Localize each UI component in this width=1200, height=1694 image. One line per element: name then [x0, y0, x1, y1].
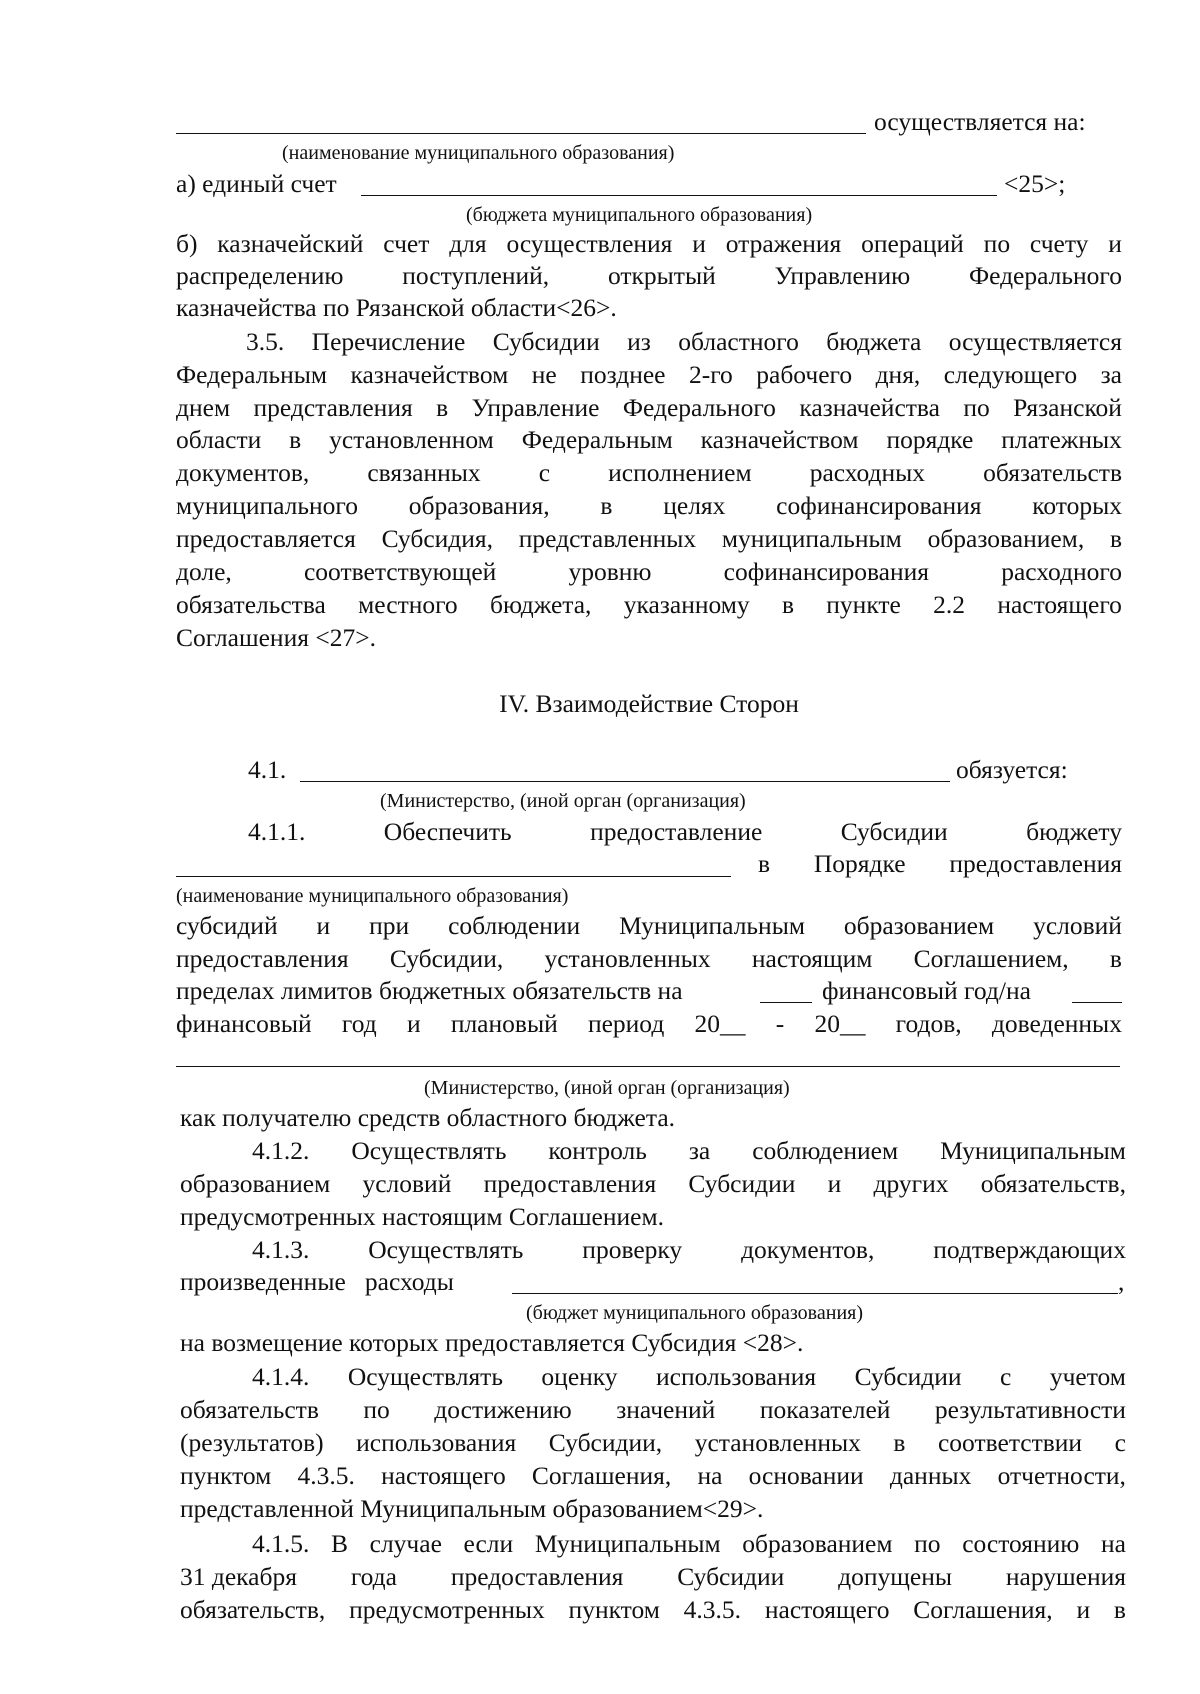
justified-line	[176, 424, 1122, 456]
word: за	[1100, 360, 1122, 389]
budget-blank-line	[512, 1293, 1118, 1294]
word: счету	[1029, 229, 1089, 258]
word: финансовый	[176, 1009, 312, 1038]
word: учетом	[1049, 1362, 1126, 1391]
word: 4.1.3.	[252, 1235, 310, 1264]
word: Субсидии,	[548, 1428, 663, 1457]
ministry-blank-line	[176, 1066, 1120, 1067]
word: год	[341, 1009, 377, 1038]
text-line: пределах лимитов бюджетных обязательств на	[176, 976, 683, 1005]
text-line: казначейства по Рязанской области<26>.	[176, 293, 617, 322]
word: операций	[861, 229, 964, 258]
field-caption: (наименование муниципального образования)	[282, 142, 675, 164]
word: Управлению	[774, 261, 911, 290]
word: соответствующей	[303, 557, 497, 586]
justified-line	[248, 816, 1122, 848]
word: расходных	[809, 458, 926, 487]
text-line: а) единый счет	[176, 169, 337, 198]
word: предоставления	[176, 944, 349, 973]
word: настоящего	[381, 1461, 506, 1490]
word: из	[627, 327, 651, 356]
text-line: обязуется:	[956, 755, 1068, 784]
word: период	[587, 1009, 665, 1038]
word: бюджету	[1026, 817, 1122, 846]
word: доведенных	[991, 1009, 1122, 1038]
word: пунктом	[568, 1595, 660, 1624]
justified-line	[180, 1168, 1126, 1200]
word: Соглашением,	[913, 944, 1069, 973]
word: по	[363, 1395, 390, 1424]
word: на	[1100, 1529, 1126, 1558]
word: 4.1.4.	[252, 1362, 310, 1391]
justified-line	[176, 457, 1122, 489]
word: представления	[253, 393, 413, 422]
municipality-blank-line	[176, 876, 731, 877]
text-line: представленной Муниципальным образованием<29>.	[180, 1494, 764, 1523]
word: плановый	[450, 1009, 558, 1038]
word: установленном	[329, 425, 494, 454]
justified-line	[180, 1561, 1126, 1593]
word: б)	[176, 229, 198, 258]
word: местного	[358, 590, 458, 619]
word: условий	[1033, 911, 1122, 940]
word: контроль	[548, 1136, 647, 1165]
text-line: 4.1.	[248, 755, 287, 784]
word: целях	[663, 491, 726, 520]
word: связанных	[367, 458, 481, 487]
justified-line	[176, 490, 1122, 522]
word: Субсидии	[854, 1362, 962, 1391]
word: значений	[616, 1395, 716, 1424]
word: для	[449, 229, 487, 258]
justified-line	[252, 1135, 1126, 1167]
word: предоставления	[450, 1562, 624, 1591]
word: софинансирования	[723, 557, 930, 586]
word: установленных	[694, 1428, 861, 1457]
word: настоящего	[764, 1595, 890, 1624]
justified-line	[180, 1594, 1126, 1626]
word: Обеспечить	[383, 817, 512, 846]
justified-line	[176, 910, 1122, 942]
word: порядке	[886, 425, 974, 454]
word: соблюдением	[752, 1136, 899, 1165]
word: документов,	[176, 458, 310, 487]
word: отчетности,	[997, 1461, 1126, 1490]
word: обязательств	[983, 458, 1122, 487]
year-blank-line	[1072, 1002, 1122, 1003]
justified-line	[176, 589, 1122, 621]
word: состоянию	[962, 1529, 1080, 1558]
word: субсидий	[176, 911, 278, 940]
word: в	[436, 393, 449, 422]
municipality-blank-line	[176, 133, 866, 134]
word: на	[697, 1461, 723, 1490]
word: с	[1114, 1428, 1126, 1457]
word: -	[775, 1009, 785, 1038]
word: казначейский	[217, 229, 364, 258]
word: 2-го	[688, 360, 733, 389]
word: предоставление	[590, 817, 763, 846]
word: Субсидия,	[381, 524, 494, 553]
word: подтверждающих	[933, 1235, 1126, 1264]
word: уровню	[568, 557, 652, 586]
word: рабочего	[756, 360, 853, 389]
word: Федеральным	[176, 360, 327, 389]
word: данных	[889, 1461, 972, 1490]
word: областного	[678, 327, 799, 356]
word: образованием	[843, 911, 995, 940]
word: использования	[356, 1428, 517, 1457]
word: Муниципальным	[619, 911, 805, 940]
word: и	[827, 1169, 842, 1198]
word: Порядке	[813, 849, 906, 878]
word: Субсидии,	[389, 944, 504, 973]
word: обязательства	[176, 590, 326, 619]
word: по	[963, 393, 990, 422]
word: обязательств,	[980, 1169, 1126, 1198]
word: обязательств	[180, 1395, 319, 1424]
word: 20__	[694, 1009, 746, 1038]
text-line: финансовый год/на	[822, 976, 1031, 1005]
word: настоящим	[751, 944, 873, 973]
justified-line	[176, 392, 1122, 424]
word: Осуществлять	[368, 1235, 524, 1264]
word: не	[531, 360, 557, 389]
word: 4.3.5.	[683, 1595, 742, 1624]
word: при	[369, 911, 410, 940]
word: указанному	[623, 590, 750, 619]
word: распределению	[176, 261, 344, 290]
word: случае	[369, 1529, 442, 1558]
word: 4.1.1.	[248, 817, 306, 846]
justified-line	[176, 523, 1122, 555]
field-caption: (Министерство, (иной орган (организация)	[424, 1077, 790, 1099]
word: если	[463, 1529, 514, 1558]
word: установленных	[544, 944, 711, 973]
justified-line	[252, 1361, 1126, 1393]
word: использования	[656, 1362, 817, 1391]
word: Соглашения,	[531, 1461, 672, 1490]
word: в	[781, 590, 794, 619]
word: открытый	[607, 261, 716, 290]
word: 2.2	[933, 590, 966, 619]
justified-line	[176, 1008, 1122, 1040]
word: в	[1109, 524, 1122, 553]
word: и	[316, 911, 331, 940]
word: и	[1076, 1595, 1091, 1624]
word: допущены	[838, 1562, 952, 1591]
word: казначейством	[700, 425, 859, 454]
word: Субсидии	[677, 1562, 785, 1591]
word: достижению	[434, 1395, 572, 1424]
year-blank-line	[760, 1002, 812, 1003]
text-line: на возмещение которых предоставляется Субсидия <28>.	[180, 1328, 804, 1357]
justified-line	[176, 556, 1122, 588]
word: нарушения	[1005, 1562, 1126, 1591]
word: годов,	[895, 1009, 962, 1038]
justified-line	[180, 1394, 1126, 1426]
word: казначейством	[350, 360, 509, 389]
text-line: осуществляется на:	[874, 107, 1086, 136]
word: дня,	[875, 360, 921, 389]
justified-line	[176, 943, 1122, 975]
word: образованием	[742, 1529, 893, 1558]
word: доле,	[176, 557, 232, 586]
word: образованием,	[927, 524, 1085, 553]
word: платежных	[1001, 425, 1122, 454]
word: предоставляется	[176, 524, 356, 553]
ministry-blank-line	[300, 781, 950, 782]
word: в	[289, 425, 302, 454]
word: по	[914, 1529, 941, 1558]
word: Субсидии	[840, 817, 948, 846]
word: следующего	[943, 360, 1078, 389]
word: настоящего	[997, 590, 1122, 619]
word: бюджета,	[489, 590, 592, 619]
justified-line	[180, 1460, 1126, 1492]
word: других	[873, 1169, 949, 1198]
word: муниципальным	[721, 524, 902, 553]
word: предоставления	[483, 1169, 657, 1198]
word: предусмотренных	[349, 1595, 545, 1624]
justified-line	[176, 260, 1122, 292]
field-caption: (наименование муниципального образования)	[176, 885, 569, 907]
text-line: <25>;	[1004, 169, 1066, 198]
text-line: ,	[1118, 1267, 1125, 1296]
justified-line	[180, 1427, 1126, 1459]
justified-line	[176, 359, 1122, 391]
justified-line	[758, 848, 1122, 880]
text-line: предусмотренных настоящим Соглашением.	[180, 1202, 664, 1231]
word: 20__	[814, 1009, 866, 1038]
word: основании	[748, 1461, 864, 1490]
word: проверку	[582, 1235, 683, 1264]
word: отражения	[725, 229, 842, 258]
word: и	[1108, 229, 1122, 258]
word: исполнением	[608, 458, 752, 487]
word: Субсидии	[492, 327, 600, 356]
justified-line	[176, 228, 1122, 260]
word: 3.5.	[246, 327, 285, 356]
word: Федерального	[622, 393, 776, 422]
word: бюджета	[826, 327, 922, 356]
word: казначейства	[799, 393, 940, 422]
word: днем	[176, 393, 231, 422]
word: Федеральным	[521, 425, 673, 454]
word: которых	[1032, 491, 1122, 520]
word: условий	[362, 1169, 452, 1198]
word: оценку	[541, 1362, 618, 1391]
word: 31 декабря	[180, 1562, 297, 1591]
word: осуществления	[506, 229, 673, 258]
word: представленных	[518, 524, 697, 553]
word: поступлений,	[402, 261, 550, 290]
word: Федерального	[968, 261, 1122, 290]
word: в	[1109, 944, 1122, 973]
word: Управление	[471, 393, 600, 422]
word: Субсидии	[688, 1169, 796, 1198]
field-caption: (бюджета муниципального образования)	[466, 204, 813, 226]
word: и	[692, 229, 706, 258]
word: результативности	[934, 1395, 1126, 1424]
word: счет	[383, 229, 430, 258]
text-line: как получателю средств областного бюджета.	[180, 1103, 676, 1132]
text-line: Соглашения <27>.	[176, 623, 376, 652]
word: Осуществлять	[351, 1136, 507, 1165]
word: соответствии	[937, 1428, 1083, 1457]
word: (результатов)	[180, 1428, 324, 1457]
word: расходного	[1001, 557, 1122, 586]
word: в	[1113, 1595, 1126, 1624]
word: по	[983, 229, 1011, 258]
word: 4.1.2.	[252, 1136, 310, 1165]
justified-line	[246, 326, 1122, 358]
budget-blank-line	[361, 195, 997, 196]
word: муниципального	[176, 491, 358, 520]
word: осуществляется	[948, 327, 1122, 356]
word: в	[758, 849, 771, 878]
word: 4.3.5.	[297, 1461, 355, 1490]
word: Муниципальным	[940, 1136, 1126, 1165]
word: софинансирования	[776, 491, 982, 520]
field-caption: (Министерство, (иной орган (организация)	[380, 790, 746, 812]
field-caption: (бюджет муниципального образования)	[526, 1302, 864, 1324]
word: за	[688, 1136, 711, 1165]
word: образованием	[180, 1169, 331, 1198]
word: и	[406, 1009, 421, 1038]
word: предоставления	[949, 849, 1122, 878]
word: в	[600, 491, 613, 520]
word: обязательств,	[180, 1595, 326, 1624]
word: в	[893, 1428, 906, 1457]
word: В	[331, 1529, 349, 1558]
word: соблюдении	[448, 911, 581, 940]
word: Перечисление	[311, 327, 466, 356]
word: с	[1000, 1362, 1012, 1391]
word: 4.1.5.	[252, 1529, 310, 1558]
text-line: произведенные расходы	[180, 1267, 454, 1296]
word: Рязанской	[1013, 393, 1122, 422]
word: года	[350, 1562, 397, 1591]
word: позднее	[580, 360, 666, 389]
word: пункте	[826, 590, 901, 619]
word: с	[538, 458, 551, 487]
word: Муниципальным	[534, 1529, 721, 1558]
section-title: IV. Взаимодействие Сторон	[499, 689, 799, 718]
word: области	[176, 425, 262, 454]
word: пунктом	[180, 1461, 272, 1490]
word: Соглашения,	[913, 1595, 1053, 1624]
justified-line	[252, 1528, 1126, 1560]
word: показателей	[759, 1395, 891, 1424]
word: Осуществлять	[347, 1362, 503, 1391]
word: документов,	[741, 1235, 875, 1264]
justified-line	[252, 1234, 1126, 1266]
word: образования,	[408, 491, 550, 520]
